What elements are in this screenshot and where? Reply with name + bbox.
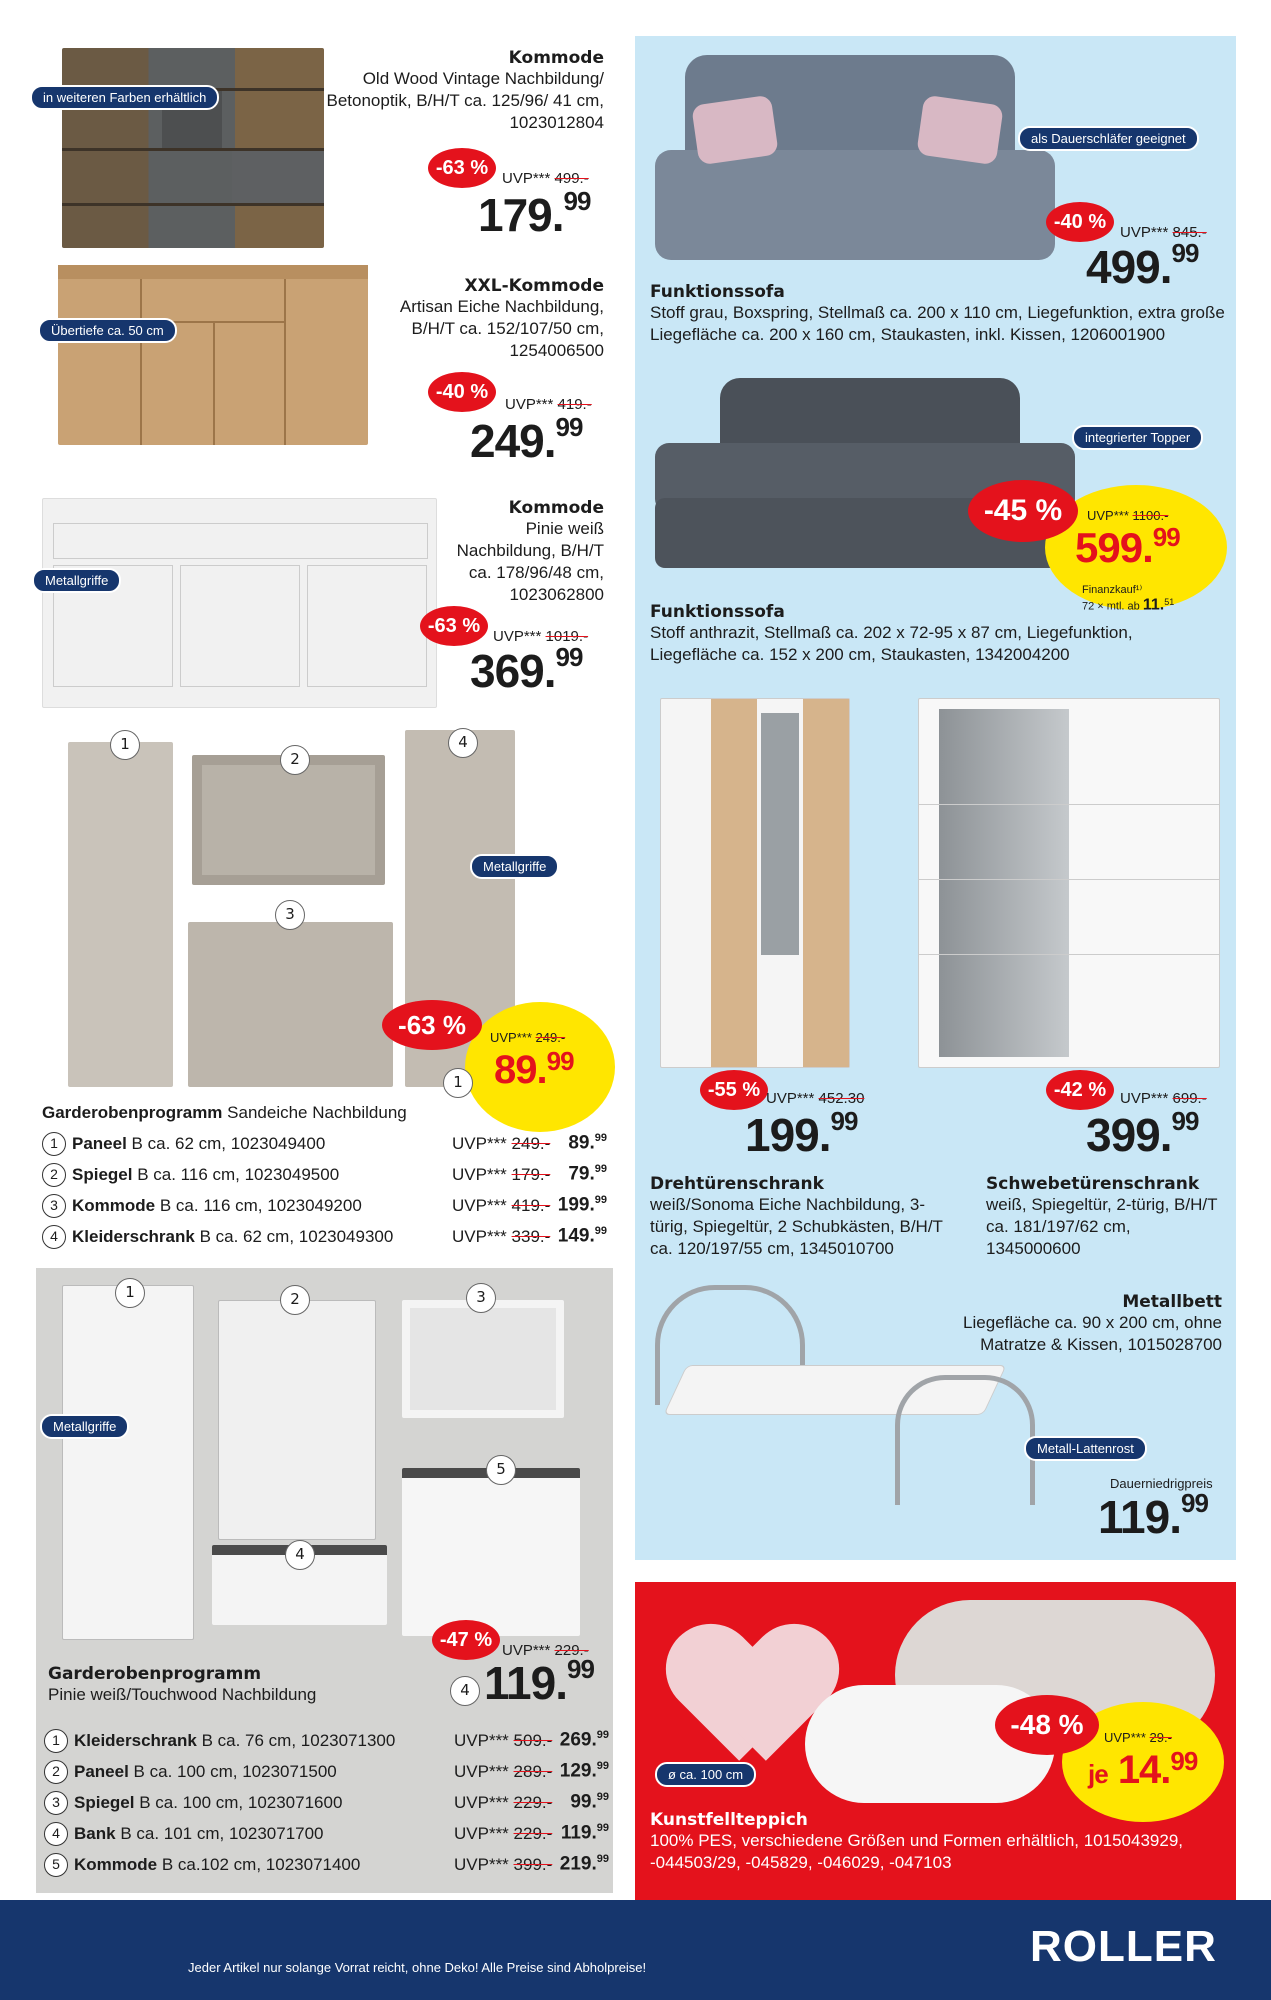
garderobe1-callout-2: 2	[280, 745, 310, 775]
item-price: 89.99	[568, 1132, 607, 1154]
kommode2-badge: Übertiefe ca. 50 cm	[38, 318, 177, 343]
item-price: 129.99	[559, 1760, 609, 1782]
garderobe2-callout-3: 3	[466, 1283, 496, 1313]
item-uvp: UVP*** 509.-	[454, 1730, 553, 1750]
garderobe2-price-table	[44, 1725, 609, 1880]
kommode2-title: XXL-Kommode	[464, 276, 604, 296]
bett-price-label: Dauerniedrigpreis	[1110, 1476, 1213, 1491]
table-row	[44, 1756, 609, 1787]
roller-logo[interactable]: ROLLER	[1030, 1922, 1217, 1971]
item-uvp: UVP*** 339.-	[452, 1226, 551, 1246]
item-number: 1	[44, 1729, 68, 1753]
garderobe2-heading: Garderobenprogramm Pinie weiß/Touchwood Nachbildung	[48, 1664, 317, 1704]
table-row	[42, 1190, 607, 1221]
schrank2-price: 399.99	[1086, 1106, 1199, 1161]
teppich-price: je 14.99	[1088, 1746, 1198, 1792]
kommode1-desc: Old Wood Vintage Nachbildung/ Betonoptik, B/H/T ca. 125/96/ 41 cm, 1023012804	[326, 69, 604, 132]
teppich-badge: ø ca. 100 cm	[655, 1762, 756, 1787]
garderobe1-price: 89.99	[494, 1046, 574, 1092]
kommode1-discount: -63 %	[428, 148, 496, 188]
schrank1-price: 199.99	[745, 1106, 858, 1161]
item-uvp: UVP*** 229.-	[454, 1792, 553, 1812]
teppich-text: Kunstfellteppich 100% PES, verschiedene Größen und Formen erhältlich, 1015043929, -044503/29, -045829, -046029, -047103	[650, 1810, 1183, 1872]
item-number: 2	[44, 1760, 68, 1784]
garderobe1-badge: Metallgriffe	[470, 854, 559, 879]
garderobe2-spiegel-image[interactable]	[402, 1300, 564, 1418]
garderobe2-badge: Metallgriffe	[40, 1414, 129, 1439]
garderobe2-uvp: UVP*** 229.-	[502, 1642, 589, 1659]
kommode3-title: Kommode	[508, 498, 604, 518]
item-price: 99.99	[570, 1791, 609, 1813]
garderobe2-callout-2: 2	[280, 1285, 310, 1315]
item-desc: Paneel B ca. 100 cm, 1023071500	[74, 1761, 337, 1781]
sofa2-badge: integrierter Topper	[1072, 425, 1203, 450]
garderobe2-callout-4: 4	[285, 1540, 315, 1570]
item-uvp: UVP*** 399.-	[454, 1854, 553, 1874]
item-uvp: UVP*** 289.-	[454, 1761, 553, 1781]
sofa2-text: Funktionssofa Stoff anthrazit, Stellmaß ca. 202 x 72-95 x 87 cm, Liegefunktion, Liegefläche ca. 152 x 200 cm, Staukasten, 1342004200	[650, 602, 1133, 664]
item-desc: Spiegel B ca. 116 cm, 1023049500	[72, 1164, 340, 1184]
kommode3-desc: Pinie weiß Nachbildung, B/H/T ca. 178/96/48 cm, 1023062800	[456, 519, 604, 604]
item-uvp: UVP*** 249.-	[452, 1133, 551, 1153]
table-row	[42, 1128, 607, 1159]
garderobe1-callout-4: 4	[448, 728, 478, 758]
item-uvp: UVP*** 419.-	[452, 1195, 551, 1215]
garderobe2-paneel-image[interactable]	[218, 1300, 376, 1540]
item-number: 1	[42, 1132, 66, 1156]
schrank1-uvp: UVP*** 452.30	[766, 1090, 865, 1107]
table-row	[42, 1221, 607, 1252]
item-number: 3	[42, 1194, 66, 1218]
kommode3-uvp: UVP*** 1019.-	[493, 628, 589, 645]
item-number: 2	[42, 1163, 66, 1187]
sofa2-uvp: UVP*** 1100.-	[1087, 508, 1169, 523]
drehtuerenschrank-image[interactable]	[660, 698, 850, 1068]
sofa1-uvp: UVP*** 845.-	[1120, 224, 1207, 241]
kommode1-badge: in weiteren Farben erhältlich	[30, 85, 219, 110]
item-desc: Spiegel B ca. 100 cm, 1023071600	[74, 1792, 343, 1812]
kommode2-desc: Artisan Eiche Nachbildung, B/H/T ca. 152/107/50 cm, 1254006500	[399, 297, 604, 360]
item-price: 269.99	[559, 1729, 609, 1751]
table-row	[44, 1818, 609, 1849]
sofa2-price: 599.99	[1075, 522, 1180, 571]
sofa1-price: 499.99	[1086, 238, 1199, 293]
footer-bar	[0, 1900, 1271, 2000]
garderobe2-callout-1: 1	[115, 1278, 145, 1308]
kommode2-price: 249.99	[470, 412, 583, 467]
garderobe1-callout-1: 1	[110, 730, 140, 760]
kommode2-text	[360, 276, 604, 362]
kommode-old-wood-image[interactable]	[62, 48, 324, 248]
kommode3-text	[440, 498, 604, 606]
kommode-pinie-weiss-image[interactable]	[42, 498, 437, 708]
garderobe1-spiegel-image[interactable]	[192, 755, 385, 885]
schrank1-text: Drehtürenschrank weiß/Sonoma Eiche Nachbildung, 3-türig, Spiegeltür, 2 Schubkästen, B/H/T ca. 120/197/55 cm, 1345010700	[650, 1174, 943, 1258]
item-number: 4	[44, 1822, 68, 1846]
garderobe2-kleiderschrank-image[interactable]	[62, 1285, 194, 1640]
item-desc: Kommode B ca.102 cm, 1023071400	[74, 1854, 361, 1874]
garderobe2-callout-5: 5	[486, 1455, 516, 1485]
sofa1-discount: -40 %	[1046, 202, 1114, 242]
table-row	[44, 1849, 609, 1880]
kommode3-badge: Metallgriffe	[32, 568, 121, 593]
garderobe1-callout-3: 3	[275, 900, 305, 930]
garderobe2-kommode-image[interactable]	[402, 1468, 580, 1636]
kommode1-price: 179.99	[478, 186, 591, 241]
sofa1-badge: als Dauerschläfer geeignet	[1018, 126, 1199, 151]
kommode3-discount: -63 %	[420, 606, 488, 646]
item-price: 79.99	[568, 1163, 607, 1185]
table-row	[42, 1159, 607, 1190]
footer-disclaimer: Jeder Artikel nur solange Vorrat reicht, ohne Deko! Alle Preise sind Abholpreise!	[188, 1960, 647, 1975]
kommode1-title: Kommode	[508, 48, 604, 68]
schrank2-uvp: UVP*** 699.-	[1120, 1090, 1207, 1107]
sofa-grau-image[interactable]	[655, 55, 1055, 270]
kommode2-discount: -40 %	[428, 372, 496, 412]
item-price: 119.99	[560, 1822, 609, 1844]
kommode2-uvp: UVP*** 419.-	[505, 396, 592, 413]
garderobe2-price-callout: 4	[450, 1676, 480, 1706]
item-uvp: UVP*** 179.-	[452, 1164, 551, 1184]
table-row	[44, 1725, 609, 1756]
item-desc: Paneel B ca. 62 cm, 1023049400	[72, 1133, 326, 1153]
kommode1-text	[320, 48, 604, 134]
kommode-artisan-eiche-image[interactable]	[58, 265, 368, 445]
item-desc: Kommode B ca. 116 cm, 1023049200	[72, 1195, 362, 1215]
garderobe1-price-table	[42, 1128, 607, 1252]
bett-badge: Metall-Lattenrost	[1024, 1436, 1147, 1461]
garderobe1-price-callout: 1	[443, 1068, 473, 1098]
table-row	[44, 1787, 609, 1818]
bett-text: Metallbett Liegefläche ca. 90 x 200 cm, ohne Matratze & Kissen, 1015028700	[963, 1292, 1222, 1354]
schrank2-discount: -42 %	[1046, 1070, 1114, 1110]
bett-price: 119.99	[1098, 1488, 1208, 1543]
sofa2-discount: -45 %	[968, 480, 1078, 542]
item-desc: Kleiderschrank B ca. 76 cm, 1023071300	[74, 1730, 396, 1750]
garderobe1-heading: Garderobenprogramm Sandeiche Nachbildung	[42, 1103, 407, 1122]
sofa-anthrazit-image[interactable]	[655, 378, 1075, 578]
kommode1-uvp: UVP*** 499.-	[502, 170, 589, 187]
item-uvp: UVP*** 229.-	[454, 1823, 553, 1843]
garderobe2-price: 119.99	[484, 1654, 594, 1709]
item-desc: Kleiderschrank B ca. 62 cm, 1023049300	[72, 1226, 394, 1246]
garderobe1-kommode-image[interactable]	[188, 922, 393, 1087]
item-price: 199.99	[557, 1194, 607, 1216]
schrank2-text: Schwebetürenschrank weiß, Spiegeltür, 2-türig, B/H/T ca. 181/197/62 cm, 1345000600	[986, 1174, 1218, 1258]
item-number: 3	[44, 1791, 68, 1815]
schrank1-discount: -55 %	[700, 1070, 768, 1110]
sofa1-text: Funktionssofa Stoff grau, Boxspring, Stellmaß ca. 200 x 110 cm, Liegefunktion, extra große Liegefläche ca. 200 x 160 cm, Staukasten, inkl. Kissen, 1206001900	[650, 282, 1225, 344]
garderobe1-uvp: UVP*** 249.-	[490, 1030, 566, 1045]
sofa2-finanzkauf: Finanzkauf¹⁾ 72 × mtl. ab 11.51	[1082, 584, 1175, 614]
item-price: 149.99	[557, 1225, 607, 1247]
garderobe1-paneel-image[interactable]	[68, 742, 173, 1087]
kommode3-price: 369.99	[470, 642, 583, 697]
garderobe2-discount: -47 %	[432, 1620, 500, 1660]
item-price: 219.99	[559, 1853, 609, 1875]
teppich-uvp: UVP*** 29.-	[1104, 1730, 1172, 1745]
item-number: 4	[42, 1225, 66, 1249]
garderobe1-discount: -63 %	[382, 1000, 482, 1050]
teppich-discount: -48 %	[995, 1695, 1099, 1755]
item-desc: Bank B ca. 101 cm, 1023071700	[74, 1823, 324, 1843]
schwebetuerenschrank-image[interactable]	[918, 698, 1220, 1068]
item-number: 5	[44, 1853, 68, 1877]
